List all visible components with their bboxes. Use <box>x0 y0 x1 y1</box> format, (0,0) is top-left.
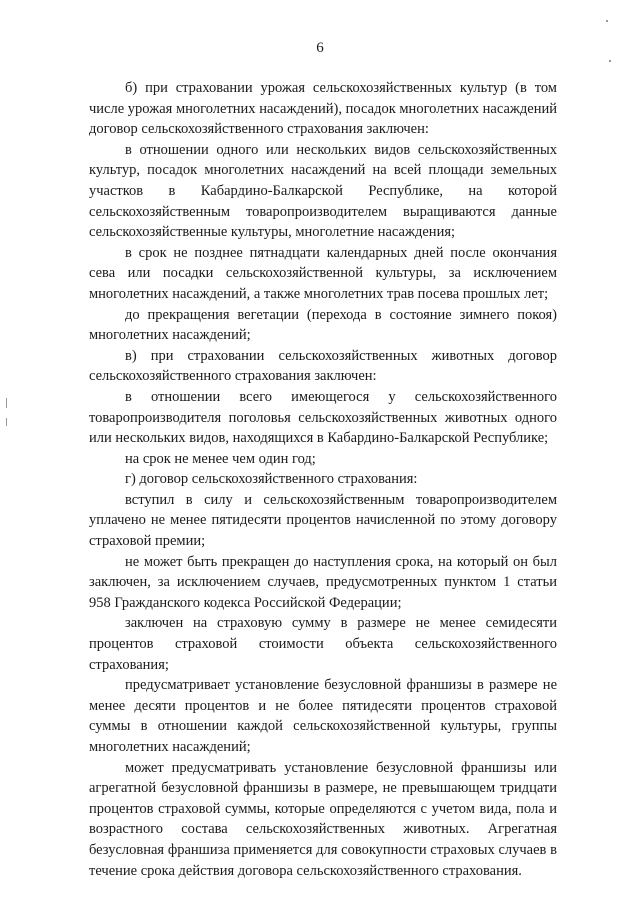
scan-edge-mark <box>6 418 7 426</box>
paragraph: в отношении одного или нескольких видов сельскохозяйственных культур, посадок многолетних насаждений на всей площади земельных участков в Кабардино-Балкарской Республике, на которой сельскохозяйственным товаропроизводителем выращиваются данные сельскохозяйственные культуры, многолетние насаждения; <box>89 141 557 241</box>
paragraph: б) при страховании урожая сельскохозяйственных культур (в том числе урожая многолетних насаждений), посадок многолетних насаждений договор сельскохозяйственного страхования заключен: <box>89 80 557 138</box>
paragraph: заключен на страховую сумму в размере не менее семидесяти процентов страховой стоимости объекта сельскохозяйственного страхования; <box>89 615 557 673</box>
scan-edge-mark <box>6 398 7 408</box>
paragraph: в отношении всего имеющегося у сельскохозяйственного товаропроизводителя поголовья сельскохозяйственных животных одного или нескольких видов, находящихся в Кабардино-Балкарской Республике; <box>89 388 557 447</box>
paragraph: вступил в силу и сельскохозяйственным товаропроизводителем уплачено не менее пятидесяти процентов начисленной по этому договору страховой премии; <box>89 491 557 550</box>
paragraph: г) договор сельскохозяйственного страхования: <box>125 471 418 488</box>
paragraph: на срок не менее чем один год; <box>125 450 316 467</box>
document-body <box>89 78 557 881</box>
scan-speck <box>609 60 611 62</box>
paragraph: предусматривает установление безусловной франшизы в размере не менее десяти процентов и не более пятидесяти процентов страховой суммы в отношении каждой сельскохозяйственной культуры, группы многолетних насаждений; <box>89 677 557 755</box>
paragraph: в) при страховании сельскохозяйственных животных договор сельскохозяйственного страхования заключен: <box>89 347 557 385</box>
scan-speck <box>606 20 608 22</box>
paragraph: не может быть прекращен до наступления срока, на который он был заключен, за исключением случаев, предусмотренных пунктом 1 статьи 958 Гражданского кодекса Российской Федерации; <box>89 553 557 611</box>
paragraph: может предусматривать установление безусловной франшизы или агрегатной безусловной франшизы в размере, не превышающем тридцати процентов страховой суммы, которые определяются с учетом вида, пола и возрастного состава сельскохозяйственных животных. Агрегатная безусловная франшиза применяется для совокупности страховых случаев в течение срока действия договора сельскохозяйственного страхования. <box>89 759 557 879</box>
paragraph: в срок не позднее пятнадцати календарных дней после окончания сева или посадки сельскохозяйственной культуры, за исключением многолетних насаждений, а также многолетних трав посева прошлых лет; <box>89 244 557 302</box>
page-number: 6 <box>316 40 324 56</box>
paragraph: до прекращения вегетации (перехода в состояние зимнего покоя) многолетних насаждений; <box>89 306 557 344</box>
